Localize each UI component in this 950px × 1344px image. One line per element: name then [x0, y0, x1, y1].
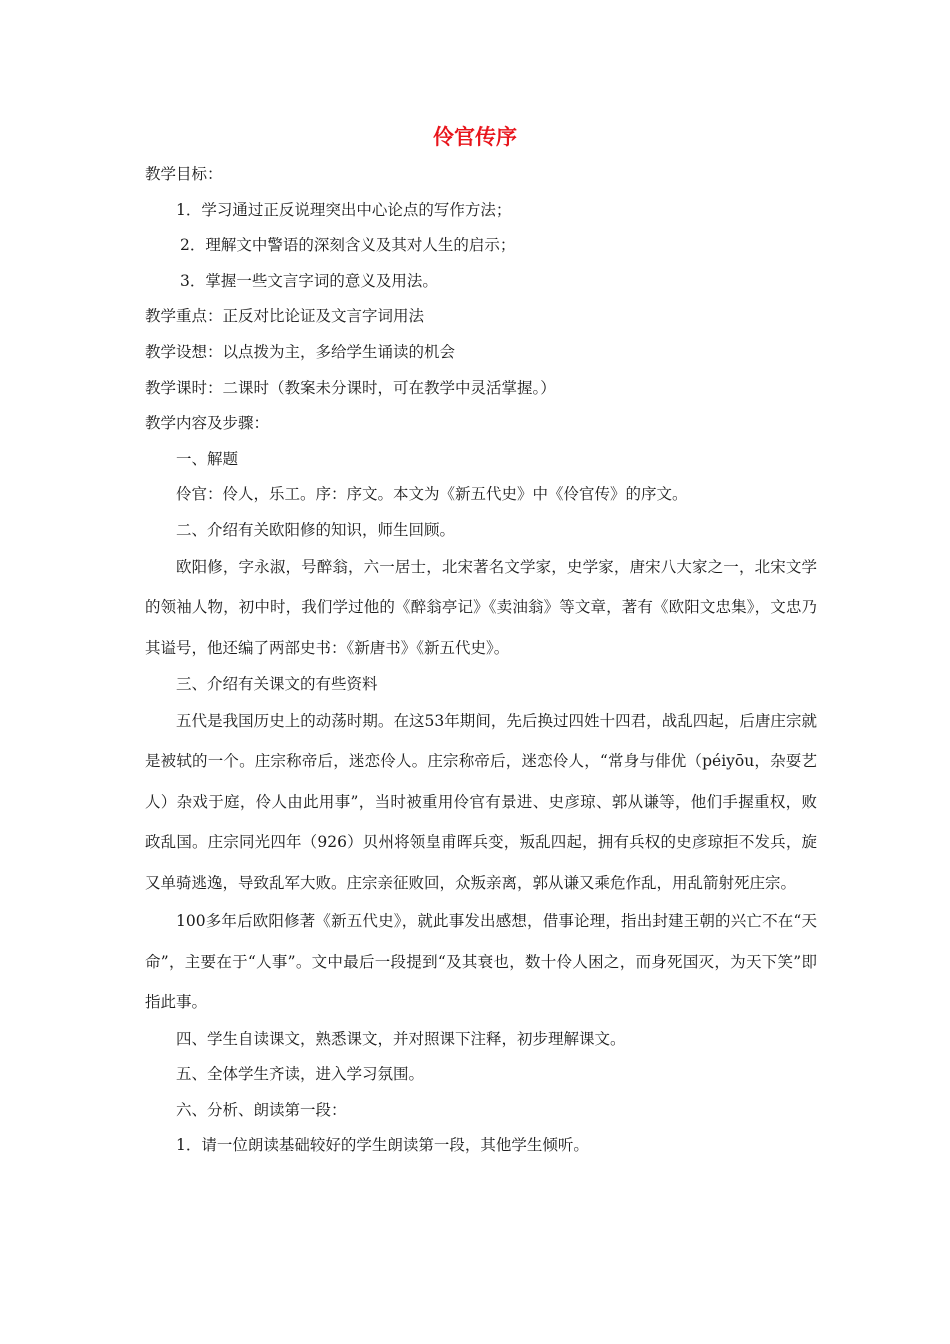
document-body: [145, 157, 817, 1164]
section-heading-3: 三、介绍有关课文的有些资料: [176, 675, 378, 694]
section-text-3b: 100多年后欧阳修著《新五代史》，就此事发出感想，借事论理，指出封建王朝的兴亡不在“天命”，主要在于“人事”。文中最后一段提到“及其衰也，数十伶人困之，而身死国灭，为天下笑”即指此事。: [145, 912, 817, 1012]
steps-heading: 教学内容及步骤：: [145, 414, 270, 433]
section-heading-5: 五、全体学生齐读，进入学习氛围。: [176, 1065, 425, 1084]
section-heading-1: 一、解题: [176, 449, 239, 468]
section-6-item-1: 1．请一位朗读基础较好的学生朗读第一段，其他学生倾听。: [176, 1136, 589, 1155]
document-title: 伶官传序: [433, 125, 517, 149]
section-text-3a: 五代是我国历史上的动荡时期。在这53年期间，先后换过四姓十四君，战乱四起，后唐庄宗就是被轼的一个。庄宗称帝后，迷恋伶人。庄宗称帝后，迷恋伶人，“常身与俳优（péiyōu，杂耍艺人）杂戏于庭，伶人由此用事”，当时被重用伶官有景进、史彦琼、郭从谦等，他们手握重权，败政乱国。庄宗同光四年（926）贝州将领皇甫晖兵变，叛乱四起，拥有兵权的史彦琼拒不发兵，旋又单骑逃逸，导致乱军大败。庄宗亲征败回，众叛亲离，郭从谦又乘危作乱，用乱箭射死庄宗。: [145, 711, 817, 892]
teaching-design: 教学设想：以点拨为主，多给学生诵读的机会: [145, 342, 456, 361]
teaching-hours: 教学课时：二课时（教案未分课时，可在教学中灵活掌握。）: [145, 378, 556, 397]
goal-item-1: 1．学习通过正反说理突出中心论点的写作方法；: [176, 200, 512, 219]
section-heading-4: 四、学生自读课文，熟悉课文，并对照课下注释，初步理解课文。: [176, 1029, 626, 1048]
section-text-2: 欧阳修，字永淑，号醉翁，六一居士，北宋著名文学家，史学家，唐宋八大家之一，北宋文学的领袖人物，初中时，我们学过他的《醉翁亭记》《卖油翁》等文章，著有《欧阳文忠集》，文忠乃其谥号，他还编了两部史书：《新唐书》《新五代史》。: [145, 557, 817, 657]
key-points: 教学重点：正反对比论证及文言字词用法: [145, 307, 425, 326]
goal-item-2: 2．理解文中警语的深刻含义及其对人生的启示；: [180, 236, 516, 255]
section-heading-2: 二、介绍有关欧阳修的知识，师生回顾。: [176, 520, 456, 539]
goal-item-3: 3．掌握一些文言字词的意义及用法。: [180, 271, 438, 290]
goals-heading: 教学目标：: [145, 165, 223, 183]
section-text-1: 伶官：伶人，乐工。序：序文。本文为《新五代史》中《伶官传》的序文。: [176, 485, 688, 504]
section-heading-6: 六、分析、朗读第一段：: [176, 1100, 347, 1119]
